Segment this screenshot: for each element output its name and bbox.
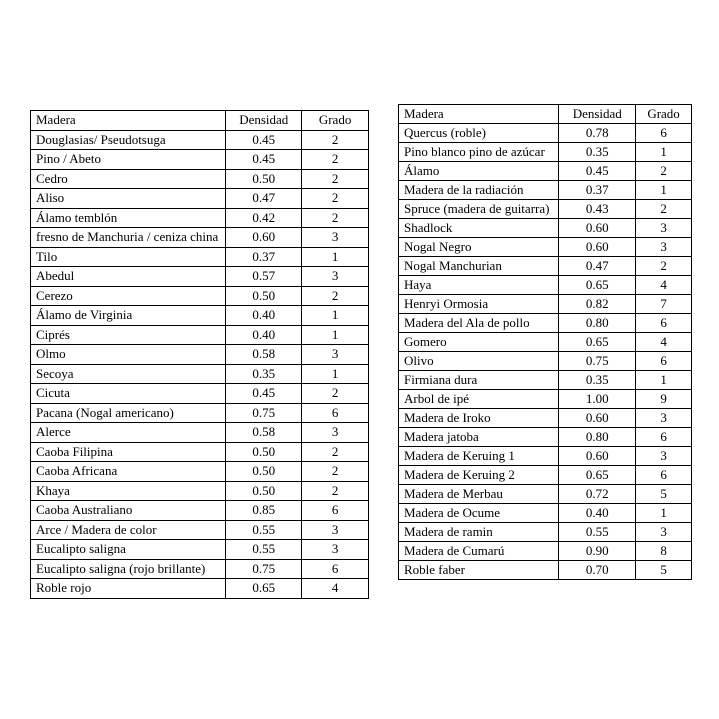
- cell-densidad: 0.55: [226, 520, 302, 540]
- cell-densidad: 0.90: [559, 542, 636, 561]
- cell-grado: 3: [302, 520, 369, 540]
- table-row: [31, 423, 369, 443]
- cell-densidad: 0.65: [559, 276, 636, 295]
- cell-densidad: 0.55: [226, 540, 302, 560]
- cell-madera: Olmo: [31, 345, 226, 365]
- cell-madera: Abedul: [31, 267, 226, 287]
- cell-densidad: 0.60: [559, 219, 636, 238]
- cell-grado: 6: [636, 314, 692, 333]
- cell-densidad: 0.82: [559, 295, 636, 314]
- cell-madera: Caoba Africana: [31, 462, 226, 482]
- cell-densidad: 0.43: [559, 200, 636, 219]
- cell-densidad: 0.45: [226, 150, 302, 170]
- cell-grado: 2: [302, 169, 369, 189]
- cell-madera: Pino blanco pino de azúcar: [399, 143, 559, 162]
- table-row: [399, 504, 692, 523]
- cell-grado: 6: [636, 124, 692, 143]
- cell-densidad: 0.50: [226, 462, 302, 482]
- table-row: [31, 462, 369, 482]
- cell-madera: Madera de Ocume: [399, 504, 559, 523]
- cell-madera: Henryi Ormosia: [399, 295, 559, 314]
- table-row: [31, 481, 369, 501]
- cell-grado: 2: [302, 462, 369, 482]
- cell-grado: 3: [302, 228, 369, 248]
- cell-grado: 7: [636, 295, 692, 314]
- cell-grado: 1: [302, 247, 369, 267]
- cell-madera: Olivo: [399, 352, 559, 371]
- cell-densidad: 0.37: [559, 181, 636, 200]
- cell-madera: Madera de Keruing 1: [399, 447, 559, 466]
- cell-madera: Nogal Negro: [399, 238, 559, 257]
- cell-grado: 3: [636, 523, 692, 542]
- cell-densidad: 0.60: [559, 238, 636, 257]
- cell-densidad: 0.58: [226, 345, 302, 365]
- cell-grado: 5: [636, 561, 692, 580]
- cell-madera: Madera de Keruing 2: [399, 466, 559, 485]
- table-row: [31, 345, 369, 365]
- cell-madera: Ciprés: [31, 325, 226, 345]
- header-grado: Grado: [302, 111, 369, 131]
- cell-densidad: 0.75: [226, 403, 302, 423]
- cell-grado: 2: [302, 481, 369, 501]
- cell-madera: Pino / Abeto: [31, 150, 226, 170]
- cell-densidad: 0.80: [559, 428, 636, 447]
- cell-madera: Roble rojo: [31, 579, 226, 599]
- table-row: [31, 364, 369, 384]
- table-row: [399, 295, 692, 314]
- cell-densidad: 0.35: [559, 371, 636, 390]
- header-densidad: Densidad: [559, 105, 636, 124]
- cell-densidad: 0.45: [226, 130, 302, 150]
- table-row: [399, 181, 692, 200]
- cell-grado: 3: [636, 238, 692, 257]
- table-row: [31, 520, 369, 540]
- cell-grado: 2: [302, 384, 369, 404]
- cell-densidad: 0.75: [226, 559, 302, 579]
- table-row: [31, 208, 369, 228]
- cell-densidad: 0.70: [559, 561, 636, 580]
- cell-grado: 2: [636, 257, 692, 276]
- cell-grado: 4: [302, 579, 369, 599]
- cell-grado: 6: [636, 352, 692, 371]
- cell-madera: Secoya: [31, 364, 226, 384]
- table-row: [31, 150, 369, 170]
- cell-grado: 1: [636, 504, 692, 523]
- table-row: [399, 219, 692, 238]
- cell-grado: 3: [636, 409, 692, 428]
- table-row: [31, 228, 369, 248]
- cell-densidad: 0.40: [559, 504, 636, 523]
- cell-grado: 3: [302, 423, 369, 443]
- cell-madera: Madera de Merbau: [399, 485, 559, 504]
- cell-grado: 1: [302, 325, 369, 345]
- cell-madera: Arce / Madera de color: [31, 520, 226, 540]
- cell-grado: 1: [302, 306, 369, 326]
- cell-densidad: 0.45: [226, 384, 302, 404]
- cell-grado: 3: [636, 219, 692, 238]
- cell-madera: Quercus (roble): [399, 124, 559, 143]
- table-row: [31, 559, 369, 579]
- cell-densidad: 0.35: [559, 143, 636, 162]
- cell-madera: Gomero: [399, 333, 559, 352]
- cell-densidad: 0.58: [226, 423, 302, 443]
- table-row: [31, 189, 369, 209]
- cell-madera: Eucalipto saligna: [31, 540, 226, 560]
- cell-densidad: 0.75: [559, 352, 636, 371]
- header-madera: Madera: [399, 105, 559, 124]
- table-row: [399, 333, 692, 352]
- cell-madera: Álamo de Virginia: [31, 306, 226, 326]
- cell-madera: Madera de la radiación: [399, 181, 559, 200]
- header-madera: Madera: [31, 111, 226, 131]
- cell-grado: 4: [636, 276, 692, 295]
- table-row: [399, 542, 692, 561]
- table-row: [399, 371, 692, 390]
- cell-grado: 2: [302, 286, 369, 306]
- cell-madera: Álamo: [399, 162, 559, 181]
- header-grado: Grado: [636, 105, 692, 124]
- cell-madera: Arbol de ipé: [399, 390, 559, 409]
- cell-madera: Nogal Manchurian: [399, 257, 559, 276]
- cell-grado: 6: [302, 501, 369, 521]
- table-row: [31, 286, 369, 306]
- table-row: [31, 579, 369, 599]
- cell-madera: Caoba Filipina: [31, 442, 226, 462]
- cell-grado: 2: [302, 208, 369, 228]
- table-row: [31, 501, 369, 521]
- table-row: [399, 390, 692, 409]
- cell-madera: Douglasias/ Pseudotsuga: [31, 130, 226, 150]
- table-row: [399, 238, 692, 257]
- cell-madera: Pacana (Nogal americano): [31, 403, 226, 423]
- cell-madera: Cerezo: [31, 286, 226, 306]
- cell-densidad: 0.40: [226, 306, 302, 326]
- table-row: [399, 523, 692, 542]
- cell-densidad: 0.78: [559, 124, 636, 143]
- table-row: [31, 267, 369, 287]
- cell-madera: Spruce (madera de guitarra): [399, 200, 559, 219]
- cell-grado: 1: [636, 371, 692, 390]
- cell-madera: fresno de Manchuria / ceniza china: [31, 228, 226, 248]
- cell-densidad: 0.42: [226, 208, 302, 228]
- cell-densidad: 0.50: [226, 481, 302, 501]
- cell-densidad: 0.37: [226, 247, 302, 267]
- cell-grado: 8: [636, 542, 692, 561]
- table-row: [399, 352, 692, 371]
- cell-madera: Roble faber: [399, 561, 559, 580]
- cell-madera: Madera de ramin: [399, 523, 559, 542]
- cell-grado: 6: [302, 559, 369, 579]
- cell-densidad: 0.85: [226, 501, 302, 521]
- cell-densidad: 0.50: [226, 442, 302, 462]
- table-row: [399, 447, 692, 466]
- cell-grado: 4: [636, 333, 692, 352]
- table-row: [399, 314, 692, 333]
- cell-grado: 2: [636, 200, 692, 219]
- cell-densidad: 0.80: [559, 314, 636, 333]
- cell-densidad: 0.47: [226, 189, 302, 209]
- cell-densidad: 0.57: [226, 267, 302, 287]
- cell-grado: 3: [302, 540, 369, 560]
- cell-grado: 3: [636, 447, 692, 466]
- table-row: [399, 276, 692, 295]
- table-row: [399, 257, 692, 276]
- cell-madera: Haya: [399, 276, 559, 295]
- left-table-body: [31, 130, 369, 598]
- cell-madera: Madera del Ala de pollo: [399, 314, 559, 333]
- table-row: [399, 485, 692, 504]
- cell-madera: Madera de Cumarú: [399, 542, 559, 561]
- cell-grado: 1: [636, 143, 692, 162]
- cell-madera: Cedro: [31, 169, 226, 189]
- cell-densidad: 0.65: [559, 466, 636, 485]
- cell-grado: 1: [636, 181, 692, 200]
- table-row: [31, 442, 369, 462]
- table-row: [31, 306, 369, 326]
- table-row: [31, 384, 369, 404]
- cell-densidad: 0.47: [559, 257, 636, 276]
- cell-grado: 5: [636, 485, 692, 504]
- cell-madera: Caoba Australiano: [31, 501, 226, 521]
- cell-madera: Khaya: [31, 481, 226, 501]
- cell-densidad: 0.50: [226, 286, 302, 306]
- cell-grado: 6: [636, 466, 692, 485]
- cell-madera: Firmiana dura: [399, 371, 559, 390]
- table-row: [399, 428, 692, 447]
- cell-densidad: 0.60: [226, 228, 302, 248]
- cell-grado: 3: [302, 345, 369, 365]
- left-wood-table: [30, 110, 369, 599]
- table-row: [31, 540, 369, 560]
- table-row: [399, 124, 692, 143]
- right-wood-table: [398, 104, 692, 580]
- table-row: [399, 466, 692, 485]
- table-header-row: [31, 111, 369, 131]
- cell-madera: Alerce: [31, 423, 226, 443]
- cell-densidad: 0.40: [226, 325, 302, 345]
- table-row: [31, 247, 369, 267]
- cell-densidad: 0.50: [226, 169, 302, 189]
- cell-densidad: 0.45: [559, 162, 636, 181]
- cell-grado: 9: [636, 390, 692, 409]
- table-row: [399, 200, 692, 219]
- cell-madera: Aliso: [31, 189, 226, 209]
- cell-densidad: 0.72: [559, 485, 636, 504]
- table-row: [399, 162, 692, 181]
- table-row: [399, 143, 692, 162]
- right-table-body: [399, 124, 692, 580]
- header-densidad: Densidad: [226, 111, 302, 131]
- table-row: [399, 561, 692, 580]
- table-row: [399, 409, 692, 428]
- cell-madera: Cicuta: [31, 384, 226, 404]
- cell-grado: 2: [302, 442, 369, 462]
- cell-grado: 6: [302, 403, 369, 423]
- cell-densidad: 0.35: [226, 364, 302, 384]
- cell-densidad: 0.65: [226, 579, 302, 599]
- cell-grado: 3: [302, 267, 369, 287]
- cell-grado: 2: [302, 189, 369, 209]
- cell-madera: Madera jatoba: [399, 428, 559, 447]
- cell-madera: Madera de Iroko: [399, 409, 559, 428]
- cell-grado: 2: [302, 130, 369, 150]
- cell-densidad: 1.00: [559, 390, 636, 409]
- cell-densidad: 0.60: [559, 409, 636, 428]
- cell-grado: 6: [636, 428, 692, 447]
- cell-madera: Shadlock: [399, 219, 559, 238]
- table-row: [31, 325, 369, 345]
- cell-grado: 2: [636, 162, 692, 181]
- cell-densidad: 0.55: [559, 523, 636, 542]
- cell-grado: 2: [302, 150, 369, 170]
- cell-densidad: 0.65: [559, 333, 636, 352]
- table-row: [31, 169, 369, 189]
- table-header-row: [399, 105, 692, 124]
- cell-densidad: 0.60: [559, 447, 636, 466]
- cell-madera: Eucalipto saligna (rojo brillante): [31, 559, 226, 579]
- cell-grado: 1: [302, 364, 369, 384]
- table-row: [31, 403, 369, 423]
- cell-madera: Álamo temblón: [31, 208, 226, 228]
- table-row: [31, 130, 369, 150]
- cell-madera: Tilo: [31, 247, 226, 267]
